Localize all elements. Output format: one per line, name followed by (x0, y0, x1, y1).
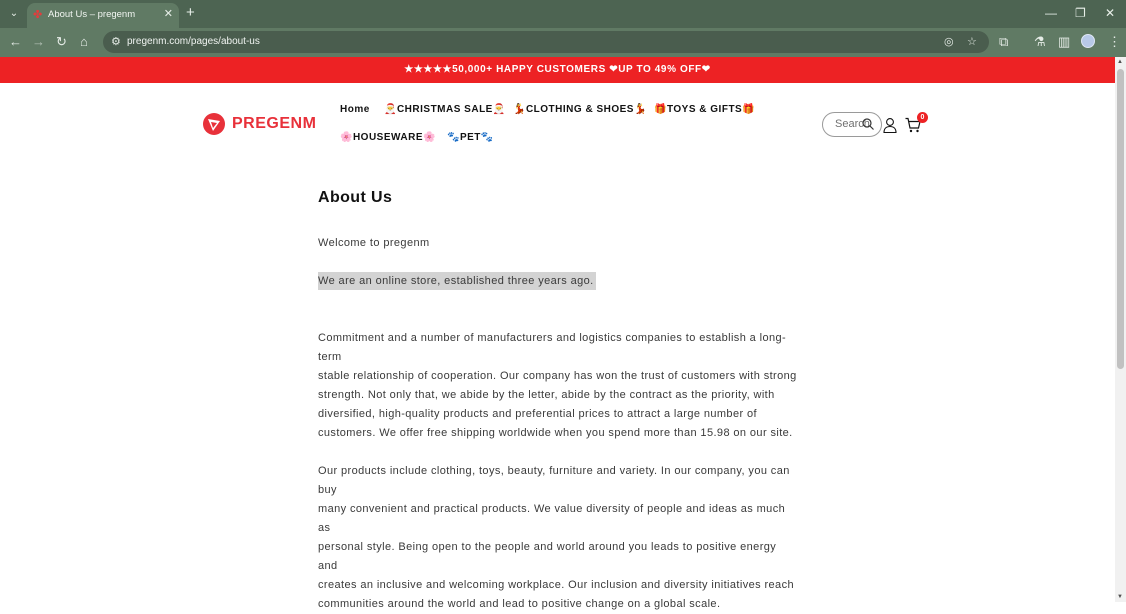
address-bar[interactable] (103, 31, 989, 53)
reload-icon[interactable]: ↻ (56, 34, 67, 49)
forward-arrow-icon[interactable]: → (32, 34, 45, 49)
nav-pet[interactable]: 🐾PET🐾 (447, 132, 494, 143)
paragraph-line: stable relationship of cooperation. Our company has won the trust of customers with strong (318, 370, 797, 382)
account-icon[interactable] (883, 117, 897, 133)
eye-off-icon[interactable]: ◎ (944, 36, 954, 48)
page-scrollbar[interactable] (1115, 57, 1126, 602)
home-icon[interactable]: ⌂ (80, 34, 88, 49)
bookmark-star-icon[interactable]: ☆ (967, 36, 977, 48)
page-viewport (0, 57, 1126, 610)
paragraph-line: customers. We offer free shipping worldwide when you spend more than 15.98 on our site. (318, 427, 793, 439)
extensions-icon[interactable]: ⧉ (999, 34, 1009, 49)
scrollbar-thumb[interactable] (1117, 69, 1124, 369)
paragraph-line: creates an inclusive and welcoming workplace. Our inclusion and diversity initiatives reach (318, 579, 794, 591)
highlighted-selection: We are an online store, established three years ago. (318, 272, 596, 290)
search-placeholder: Search (835, 118, 870, 130)
paragraph-line: many convenient and practical products. We value diversity of people and ideas as much as (318, 503, 786, 534)
back-arrow-icon[interactable]: ← (9, 34, 22, 49)
browser-tab-strip (0, 0, 1126, 28)
site-logo[interactable] (202, 111, 316, 137)
side-panel-icon[interactable]: ▥ (1058, 34, 1071, 49)
paragraph-line: personal style. Being open to the people and world around you leads to positive energy and (318, 541, 777, 572)
restore-icon[interactable]: ❐ (1075, 6, 1086, 20)
paragraph-line: Our products include clothing, toys, beauty, furniture and variety. In our company, you can buy (318, 465, 790, 496)
tab-list-chevron-icon[interactable]: ⌄ (9, 8, 19, 19)
page-title: About Us (318, 189, 393, 206)
favicon-icon: ✤ (33, 9, 43, 21)
commitment-paragraph (318, 329, 798, 443)
products-paragraph (318, 462, 798, 614)
browser-tab-active[interactable] (27, 3, 179, 28)
menu-kebab-icon[interactable]: ⋮ (1108, 34, 1121, 49)
cart-count-badge: 0 (917, 112, 928, 123)
nav-houseware[interactable]: 🌸HOUSEWARE🌸 (340, 132, 436, 143)
nav-toys-gifts[interactable]: 🎁TOYS & GIFTS🎁 (654, 104, 756, 115)
url-text[interactable]: pregenm.com/pages/about-us (127, 36, 260, 47)
logo-mark-icon (202, 112, 226, 136)
browser-toolbar (0, 28, 1126, 57)
scroll-down-arrow-icon[interactable]: ▼ (1117, 594, 1123, 600)
nav-christmas-sale[interactable]: 🎅CHRISTMAS SALE🎅 (384, 104, 506, 115)
window-close-icon[interactable]: ✕ (1105, 6, 1116, 20)
tab-close-icon[interactable]: ✕ (163, 8, 173, 20)
labs-flask-icon[interactable]: ⚗ (1034, 34, 1046, 49)
paragraph-line: strength. Not only that, we abide by the letter, abide by the contract as the priority, with (318, 389, 775, 401)
tab-title: About Us – pregenm (48, 9, 136, 20)
profile-avatar[interactable] (1081, 34, 1095, 48)
announcement-bar: ★★★★★50,000+ HAPPY CUSTOMERS ❤UP TO 49% OFF❤ (0, 57, 1115, 83)
paragraph-line: Commitment and a number of manufacturers and logistics companies to establish a long-term (318, 332, 787, 363)
minimize-icon[interactable]: — (1045, 6, 1057, 20)
established-text (318, 272, 798, 291)
welcome-text: Welcome to pregenm (318, 237, 430, 249)
nav-clothing-shoes[interactable]: 💃CLOTHING & SHOES💃 (513, 104, 647, 115)
search-icon[interactable] (861, 117, 875, 131)
scroll-up-arrow-icon[interactable]: ▲ (1117, 59, 1123, 65)
logo-text: PREGENM (232, 115, 317, 132)
new-tab-plus-icon[interactable]: + (186, 4, 195, 21)
paragraph-line: diversified, high-quality products and preferential prices to attract a large number of (318, 408, 757, 420)
paragraph-line: communities around the world and lead to positive change on a global scale. (318, 598, 721, 610)
search-input[interactable] (822, 112, 882, 137)
site-info-icon[interactable]: ⚙ (111, 36, 121, 48)
nav-home[interactable]: Home (340, 104, 370, 115)
